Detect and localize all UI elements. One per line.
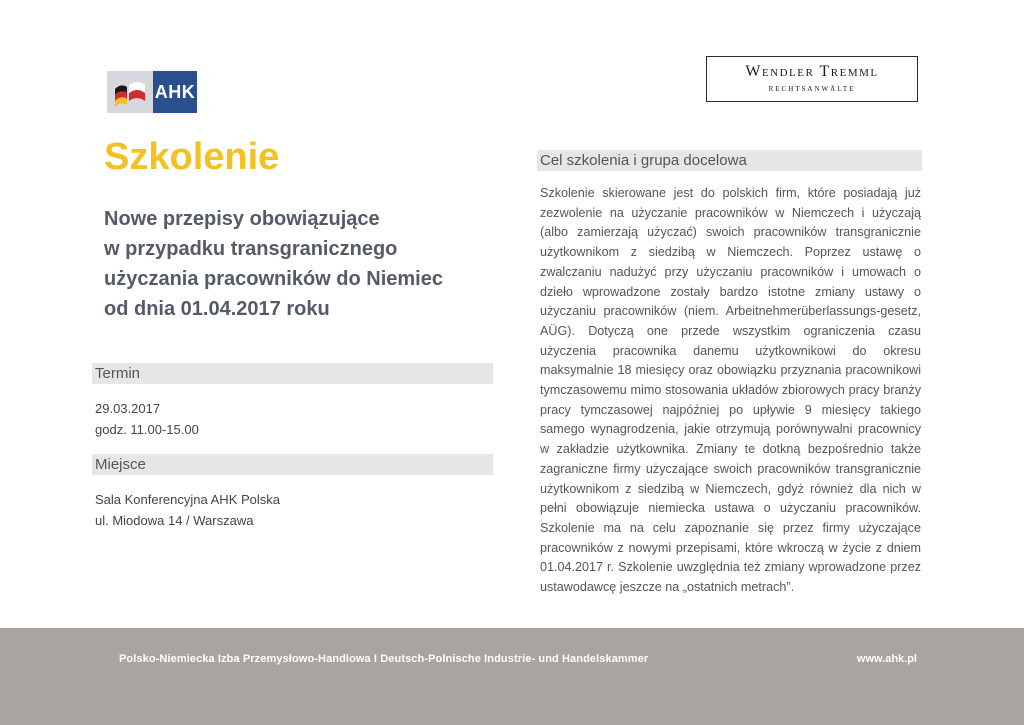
german-polish-flag-icon: [113, 79, 147, 107]
footer: [0, 628, 1024, 725]
footer-chamber-name: Polsko-Niemiecka Izba Przemysłowo-Handlowa I Deutsch-Polnische Industrie- und Handelskammer: [119, 653, 649, 665]
miejsce-heading: Miejsce: [92, 454, 493, 475]
page-title: Szkolenie: [104, 136, 280, 178]
law-firm-logo: [706, 56, 918, 102]
training-subtitle: [104, 204, 494, 324]
cel-body-text: Szkolenie skierowane jest do polskich firm, które posiadają już zezwolenie na użyczanie pracowników w Niemczech i użyczają (albo zamierzają użyczać) swoich pracowników transgranicznie użytkownikom z siedzibą w Niemczech. Poprzez ustawę o zwalczaniu nadużyć przy użyczaniu pracowników i umowach o dzieło wprowadzone zostały bardzo istotne zmiany ustawy o użyczaniu pracowników (niem. Arbeitnehmerüberlassungs-gesetz, AÜG). Dotyczą one przede wszystkim ograniczenia czasu użyczenia pracownika danemu użytkownikowi do okresu maksymalnie 18 miesięcy oraz obowiązku przyznania pracownikowi tymczasowemu mimo stosowania układów zbiorowych pracy branży pracy tymczasowej najpóźniej po upływie 9 miesięcy takiego samego wynagrodzenia, jakie otrzymują porównywalni pracownicy w zakładzie użytkownika. Zmiany te dotkną bezpośrednio także zagraniczne firmy użyczające swoich pracowników transgranicznie użytkownikom z siedzibą w Niemczech, gdyż również dla nich w pełni obowiązuje niemiecka ustawa o użyczaniu pracowników. Szkolenie ma na celu zapoznanie się przez firmy użyczające pracowników z nowymi przepisami, które wkroczą w życie z dniem 01.04.2017 r. Szkolenie uwzględnia też zmiany wprowadzone przez ustawodawcę jeszcze na „ostatnich metrach”.: [540, 186, 921, 595]
termin-heading: Termin: [92, 363, 493, 384]
miejsce-line1: Sala Konferencyjna AHK Polska: [95, 492, 280, 507]
law-firm-subtitle: rechtsanwälte: [768, 83, 856, 94]
miejsce-info: [95, 489, 280, 531]
ahk-logo-text: AHK: [153, 71, 197, 113]
termin-info: [95, 398, 199, 440]
ahk-logo: [107, 71, 197, 113]
footer-website: www.ahk.pl: [856, 653, 917, 665]
law-firm-name: Wendler Tremml: [745, 63, 879, 80]
termin-time: godz. 11.00-15.00: [95, 422, 199, 437]
miejsce-line2: ul. Miodowa 14 / Warszawa: [95, 513, 254, 528]
termin-date: 29.03.2017: [95, 401, 161, 416]
subtitle-line: w przypadku transgranicznego: [104, 238, 398, 260]
subtitle-line: użyczania pracowników do Niemiec: [104, 268, 443, 290]
subtitle-line: od dnia 01.04.2017 roku: [104, 298, 330, 320]
cel-heading: Cel szkolenia i grupa docelowa: [537, 150, 922, 171]
subtitle-line: Nowe przepisy obowiązujące: [104, 208, 380, 230]
